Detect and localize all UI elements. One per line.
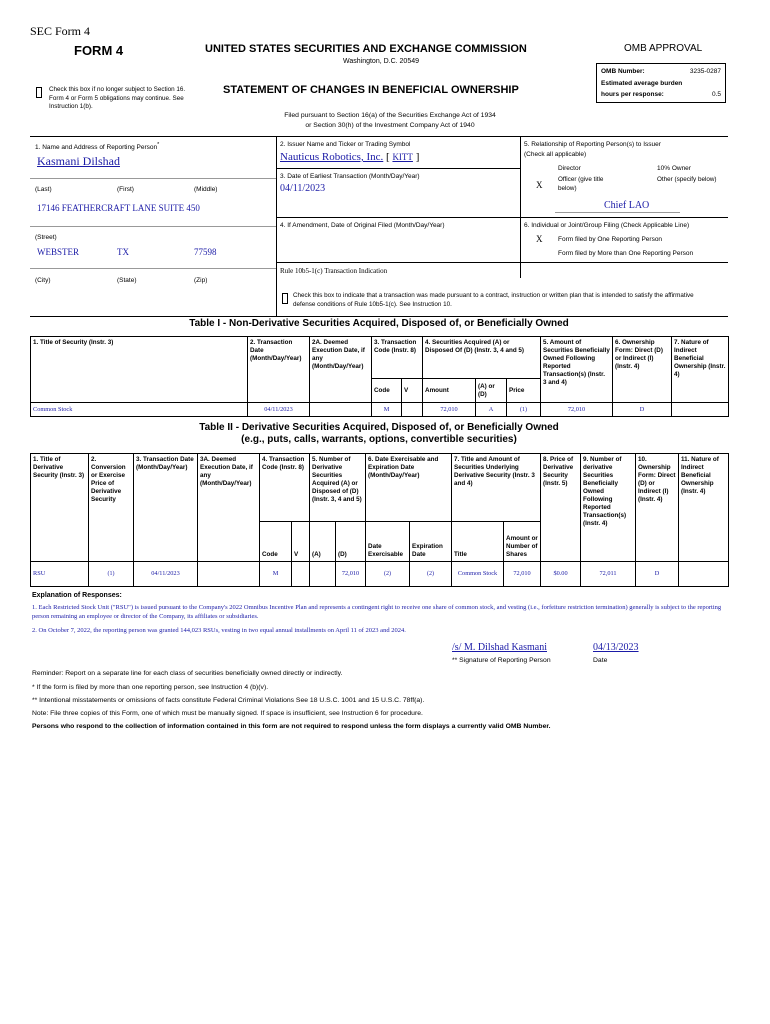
divider [520,136,521,278]
name-underline [30,178,276,179]
table1-title: Table I - Non-Derivative Securities Acquired, Disposed of, or Beneficially Owned [189,318,569,329]
t1-sub-amount: Amount [423,379,476,403]
filing-one-label: Form filed by One Reporting Person [558,236,663,243]
table-row [31,403,729,417]
table-row [31,562,729,587]
t1-h5: 5. Amount of Securities Beneficially Owned Following Reported Transaction(s) (Instr. 3 and 4) [541,337,613,403]
t2-exercisable: (2) [366,562,410,587]
relationship-label: 5. Relationship of Reporting Person(s) to Issuer [524,141,661,148]
amendment-label: 4. If Amendment, Date of Original Filed (Month/Day/Year) [280,222,445,229]
t1-sub-price: Price [507,379,541,403]
divider [276,262,728,263]
form-title: FORM 4 [74,43,124,58]
note-1: * If the form is filed by more than one reporting person, see Instruction 4 (b)(v). [32,684,269,691]
rule-10b5-checkbox[interactable] [282,293,288,304]
filing-one-mark[interactable]: X [536,234,543,244]
t2-deemed [198,562,260,587]
filing-label: 6. Individual or Joint/Group Filing (Check Applicable Line) [524,222,690,229]
table2 [30,453,729,587]
t1-date: 04/11/2023 [248,403,310,417]
t2-h8: 8. Price of Derivative Security (Instr. 5) [541,454,581,562]
t2-under-amount: 72,010 [504,562,541,587]
t2-sub-v: V [292,522,310,562]
reporting-person-label: 1. Name and Address of Reporting Person* [35,142,160,152]
t1-form: D [613,403,672,417]
officer-label: Officer (give title below) [558,176,604,192]
relationship-sub: (Check all applicable) [524,151,587,158]
section16-checkbox[interactable] [36,87,42,98]
explanation-heading: Explanation of Responses: [32,592,122,599]
t1-amount: 72,010 [423,403,476,417]
t1-h7: 7. Nature of Indirect Beneficial Ownership (Instr. 4) [672,337,729,403]
t2-sub-amount: Amount or Number of Shares [504,522,541,562]
earliest-date-value: 04/11/2023 [280,183,326,194]
t2-h2: 2. Conversion or Exercise Price of Derivative Security [89,454,134,562]
note-4: Persons who respond to the collection of information contained in this form are not required to respond unless the form displays a currently valid OMB Number. [32,723,551,730]
divider [30,136,728,137]
zip-value: 77598 [194,247,217,257]
note-3: Note: File three copies of this Form, one of which must be manually signed. If space is insufficient, see Instruction 6 for procedure. [32,710,423,717]
reporting-person-name: Kasmani Dilshad [37,154,120,168]
signature-label: ** Signature of Reporting Person [452,657,551,664]
t2-h9: 9. Number of derivative Securities Beneficially Owned Following Reported Transaction(s) (Instr. 4) [581,454,636,562]
t1-h2: 2. Transaction Date (Month/Day/Year) [248,337,310,403]
omb-heading: OMB APPROVAL [624,43,703,54]
t2-h4: 4. Transaction Code (Instr. 8) [260,454,310,522]
t1-price: (1) [507,403,541,417]
filing-more-label: Form filed by More than One Reporting Person [558,250,694,257]
note-2: ** Intentional misstatements or omissions of facts constitute Federal Criminal Violations See 18 U.S.C. 1001 and 15 U.S.C. 78ff(a). [32,697,425,704]
other-label: Other (specify below) [657,176,717,183]
t2-h1: 1. Title of Derivative Security (Instr. 3) [31,454,89,562]
date-label: Date [593,657,608,664]
omb-number-label: OMB Number: [601,68,645,75]
t2-h3: 3. Transaction Date (Month/Day/Year) [134,454,198,562]
t1-h2a: 2A. Deemed Execution Date, if any (Month/Day/Year) [310,337,372,403]
signature-value: /s/ M. Dilshad Kasmani [452,642,547,653]
t1-sub-code: Code [372,379,402,403]
t2-date: 04/11/2023 [134,562,198,587]
footnote-1: 1. Each Restricted Stock Unit ("RSU") is issued pursuant to the Company's 2022 Omnibus Incentive Plan and represents a contingent right to receive one share of common stock, and vesting (i.e., forfeiture restriction termination) generally is subject to the reporting person remaining an employee or director of the Company, its affiliates or subsidiaries. [32,604,722,620]
t2-conversion: (1) [89,562,134,587]
street-underline [30,226,276,227]
t2-d: 72,010 [336,562,366,587]
t1-h3: 3. Transaction Code (Instr. 8) [372,337,423,379]
title-underline [555,212,680,213]
table2-subtitle: (e.g., puts, calls, warrants, options, convertible securities) [241,434,517,445]
t2-sub-title: Title [452,522,504,562]
signature-date: 04/13/2023 [593,642,639,653]
rule-10b5-note: Check this box to indicate that a transaction was made pursuant to a contract, instruction or written plan that is intended to satisfy the affirmative defense conditions of Rule 10b5-1(c). See Instruction 10. [293,292,694,308]
t1-aord: A [476,403,507,417]
t2-sub-a: (A) [310,522,336,562]
table2-title: Table II - Derivative Securities Acquired, Disposed of, or Beneficially Owned [199,422,559,433]
reminder-note: Reminder: Report on a separate line for each class of securities beneficially owned directly or indirectly. [32,670,343,677]
t2-under-title: Common Stock [452,562,504,587]
issuer-ticker: KITT [392,152,413,162]
t1-title: Common Stock [31,403,248,417]
footnote-2: 2. On October 7, 2022, the reporting person was granted 144,023 RSUs, vesting in two equal annual installments on April 11 of 2023 and 2024. [32,627,406,634]
director-label: Director [558,165,581,172]
t1-h1: 1. Title of Security (Instr. 3) [31,337,248,403]
t2-v [292,562,310,587]
divider [276,168,520,169]
t2-form: D [636,562,679,587]
omb-box [596,63,726,103]
middle-label: (Middle) [194,186,218,193]
first-label: (First) [117,186,134,193]
state-label: (State) [117,277,137,284]
city-label: (City) [35,277,51,284]
agency-location: Washington, D.C. 20549 [343,58,420,65]
t2-h10: 10. Ownership Form: Direct (D) or Indirect (I) (Instr. 4) [636,454,679,562]
table1 [30,336,729,417]
t1-code: M [372,403,402,417]
street-value: 17146 FEATHERCRAFT LANE SUITE 450 [37,203,200,213]
t2-expiration: (2) [410,562,452,587]
earliest-date-label: 3. Date of Earliest Transaction (Month/Day/Year) [280,173,420,180]
t2-title: RSU [31,562,89,587]
t2-h7: 7. Title and Amount of Securities Underlying Derivative Security (Instr. 3 and 4) [452,454,541,522]
divider [276,136,277,316]
city-value: WEBSTER [37,247,79,257]
t2-sub-exercisable: Date Exercisable [366,522,410,562]
omb-number-value: 3235-0287 [689,68,721,75]
officer-title: Chief LAO [604,200,650,211]
divider [30,316,728,317]
last-label: (Last) [35,186,52,193]
t2-h11: 11. Nature of Indirect Beneficial Ownership (Instr. 4) [679,454,729,562]
street-label: (Street) [35,234,57,241]
filed-pursuant-2: or Section 30(h) of the Investment Company Act of 1940 [305,122,475,129]
t2-sub-expiration: Expiration Date [410,522,452,562]
issuer-name: Nauticus Robotics, Inc. [280,151,384,163]
t2-nature [679,562,729,587]
t1-h4: 4. Securities Acquired (A) or Disposed Of (D) (Instr. 3, 4 and 5) [423,337,541,379]
sec-form-label: SEC Form 4 [30,24,91,38]
officer-mark[interactable]: X [536,180,543,190]
t1-sub-v: V [402,379,423,403]
city-underline [30,268,276,269]
omb-burden-label: Estimated average burden [601,80,683,87]
t2-price: $0.00 [541,562,581,587]
t2-h6: 6. Date Exercisable and Expiration Date (Month/Day/Year) [366,454,452,522]
agency-name: UNITED STATES SECURITIES AND EXCHANGE COMMISSION [205,43,527,55]
t2-sub-code: Code [260,522,292,562]
ten-percent-label: 10% Owner [657,165,691,172]
issuer-name-ticker: Nauticus Robotics, Inc. [ KITT ] [280,151,420,163]
t1-owned: 72,010 [541,403,613,417]
t1-nature [672,403,729,417]
zip-label: (Zip) [194,277,208,284]
issuer-label: 2. Issuer Name and Ticker or Trading Symbol [280,141,411,148]
divider [276,217,728,218]
state-value: TX [117,247,129,257]
filed-pursuant-1: Filed pursuant to Section 16(a) of the Securities Exchange Act of 1934 [284,112,496,119]
t1-h6: 6. Ownership Form: Direct (D) or Indirect (I) (Instr. 4) [613,337,672,403]
omb-hours-label: hours per response: [601,91,664,98]
t2-owned: 72,011 [581,562,636,587]
omb-hours-value: 0.5 [711,91,721,98]
t1-deemed [310,403,372,417]
t2-h3a: 3A. Deemed Execution Date, if any (Month/Day/Year) [198,454,260,562]
t2-code: M [260,562,292,587]
t2-h5: 5. Number of Derivative Securities Acquired (A) or Disposed of (D) (Instr. 3, 4 and 5) [310,454,366,522]
t1-v [402,403,423,417]
t2-a [310,562,336,587]
statement-title: STATEMENT OF CHANGES IN BENEFICIAL OWNERSHIP [223,84,519,96]
rule-10b5-label: Rule 10b5-1(c) Transaction Indication [280,267,388,275]
t1-sub-aord: (A) or (D) [476,379,507,403]
t2-sub-d: (D) [336,522,366,562]
section16-note: Check this box if no longer subject to Section 16. Form 4 or Form 5 obligations may continue. See Instruction 1(b). [49,86,186,111]
